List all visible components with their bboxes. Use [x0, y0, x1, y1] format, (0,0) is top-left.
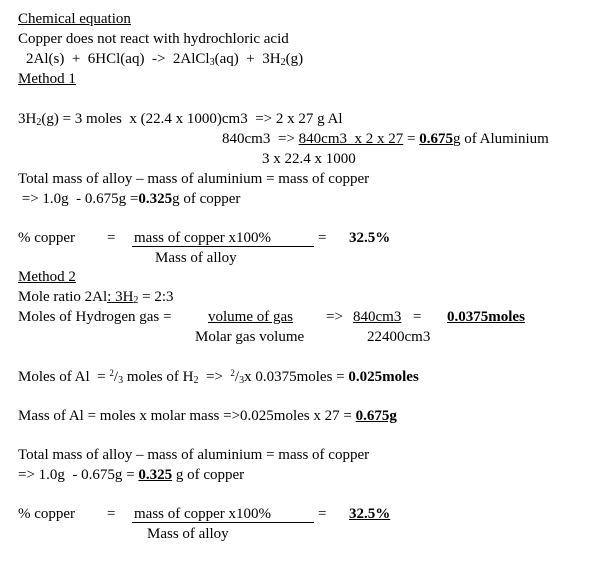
method2-moles-h2-label: Moles of Hydrogen gas =: [18, 309, 172, 325]
method1-percent-label: % copper: [18, 230, 76, 246]
method1-percent-numerator: mass of copper x100%: [134, 230, 272, 246]
method2-moles-h2-eq: =: [413, 309, 422, 325]
method2-percent-denominator: Mass of alloy: [147, 526, 229, 542]
method2-moles-h2-result: 0.0375moles: [447, 309, 525, 325]
method1-calc-line: => 840cm3 x 2 x 27 = 0.675g of Aluminium: [278, 131, 549, 147]
method1-percent-eq1: =: [107, 230, 116, 246]
method2-moles-al-line: Moles of $Al = ^2/_3$ moles of $H_2 => ^2/_3x$ 0.0375moles = 0.025moles: [18, 368, 419, 386]
method2-percent-result: 32.5%: [349, 506, 391, 522]
method1-copper-line: => 1.0g - 0.675g =0.325g of copper: [18, 191, 241, 207]
method1-heading: Method 1: [18, 71, 76, 87]
heading-chemical-equation: Chemical equation: [18, 11, 131, 27]
method2-moles-h2-arrow: =>: [326, 309, 343, 325]
method1-ratio-line: $3H_2(g) = 3$ moles x (22.4 x 1000)cm3 => 2 x 27 g Al: [18, 111, 343, 128]
method2-percent-fraction-bar: [132, 522, 314, 523]
method1-given-volume: 840cm3: [222, 131, 271, 147]
method1-total-line: Total mass of alloy – mass of aluminium = mass of copper: [18, 171, 370, 187]
method2-moles-h2-value-num: 840cm3: [353, 309, 402, 325]
method2-moles-h2-value-den: 22400cm3: [367, 329, 431, 345]
copper-note: Copper does not react with hydrochloric acid: [18, 31, 289, 47]
method2-heading: Method 2: [18, 269, 76, 285]
method2-percent-eq1: =: [107, 506, 116, 522]
chemical-equation: 2Al(s) + 6HCl(aq) -> 2AlCl$_3$(aq) + $3H_2(g)$: [26, 51, 304, 68]
method2-mole-ratio: Mole ratio 2Al: $3H_2$ = 2:3: [18, 289, 174, 306]
method2-moles-h2-denominator: Molar gas volume: [195, 329, 305, 345]
method1-percent-eq2: =: [318, 230, 327, 246]
method2-percent-numerator: mass of copper x100%: [134, 506, 272, 522]
method1-percent-result: 32.5%: [349, 230, 391, 246]
method1-denominator: 3 x 22.4 x 1000: [262, 151, 356, 167]
method1-percent-denominator: Mass of alloy: [155, 250, 237, 266]
method2-percent-label: % copper: [18, 506, 76, 522]
method2-copper-line: => 1.0g - 0.675g = 0.325 g of copper: [18, 467, 245, 483]
method2-mass-al-line: Mass of Al = moles x molar mass =>0.025moles x 27 = 0.675g: [18, 408, 397, 424]
method2-moles-h2-numerator: volume of gas: [208, 309, 293, 325]
method2-total-line: Total mass of alloy – mass of aluminium = mass of copper: [18, 447, 370, 463]
method2-percent-eq2: =: [318, 506, 327, 522]
method1-percent-fraction-bar: [132, 246, 314, 247]
